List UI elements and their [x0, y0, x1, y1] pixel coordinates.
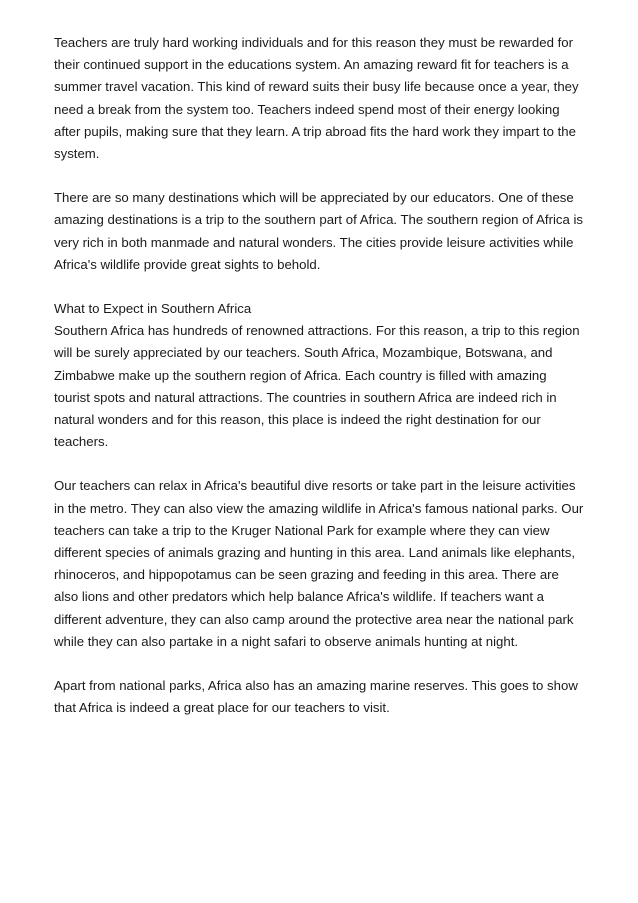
paragraph-destinations: There are so many destinations which will be appreciated by our educators. One of these amazing destinations is a trip to the southern part of Africa. The southern region of Africa is very rich in both manmade and natural wonders. The cities provide leisure activities while Africa's wildlife provide great sights to behold. [54, 190, 584, 272]
paragraph-intro: Teachers are truly hard working individuals and for this reason they must be rewarded for their continued support in the educations system. An amazing reward fit for teachers is a summer travel vacation. This kind of reward suits their busy life because once a year, they need a break from the system too. Teachers indeed spend most of their energy looking after pupils, making sure that they learn. A trip abroad fits the hard work they impart to the system. [54, 35, 579, 162]
paragraph-southern-africa: Southern Africa has hundreds of renowned attractions. For this reason, a trip to this region will be surely appreciated by our teachers. South Africa, Mozambique, Botswana, and Zimbabwe make up the southern region of Africa. Each country is filled with amazing tourist spots and natural attractions. The countries in southern Africa are indeed rich in natural wonders and for this reason, this place is indeed the right destination for our teachers. [54, 323, 580, 450]
paragraph-activities: Our teachers can relax in Africa's beautiful dive resorts or take part in the leisure activities in the metro. They can also view the amazing wildlife in Africa's famous national parks. Our teachers can take a trip to the Kruger National Park for example where they can view different species of animals grazing and hunting in this area. Land animals like elephants, rhinoceros, and hippopotamus can be seen grazing and feeding in this area. There are also lions and other predators which help balance Africa's wildlife. If teachers want a different adventure, they can also camp around the protective area near the national park while they can also partake in a night safari to observe animals hunting at night. [54, 478, 584, 649]
section-heading: What to Expect in Southern Africa [54, 301, 252, 317]
paragraph-marine-reserves: Apart from national parks, Africa also has an amazing marine reserves. This goes to show that Africa is indeed a great place for our teachers to visit. [54, 678, 578, 716]
document-body [54, 32, 586, 741]
